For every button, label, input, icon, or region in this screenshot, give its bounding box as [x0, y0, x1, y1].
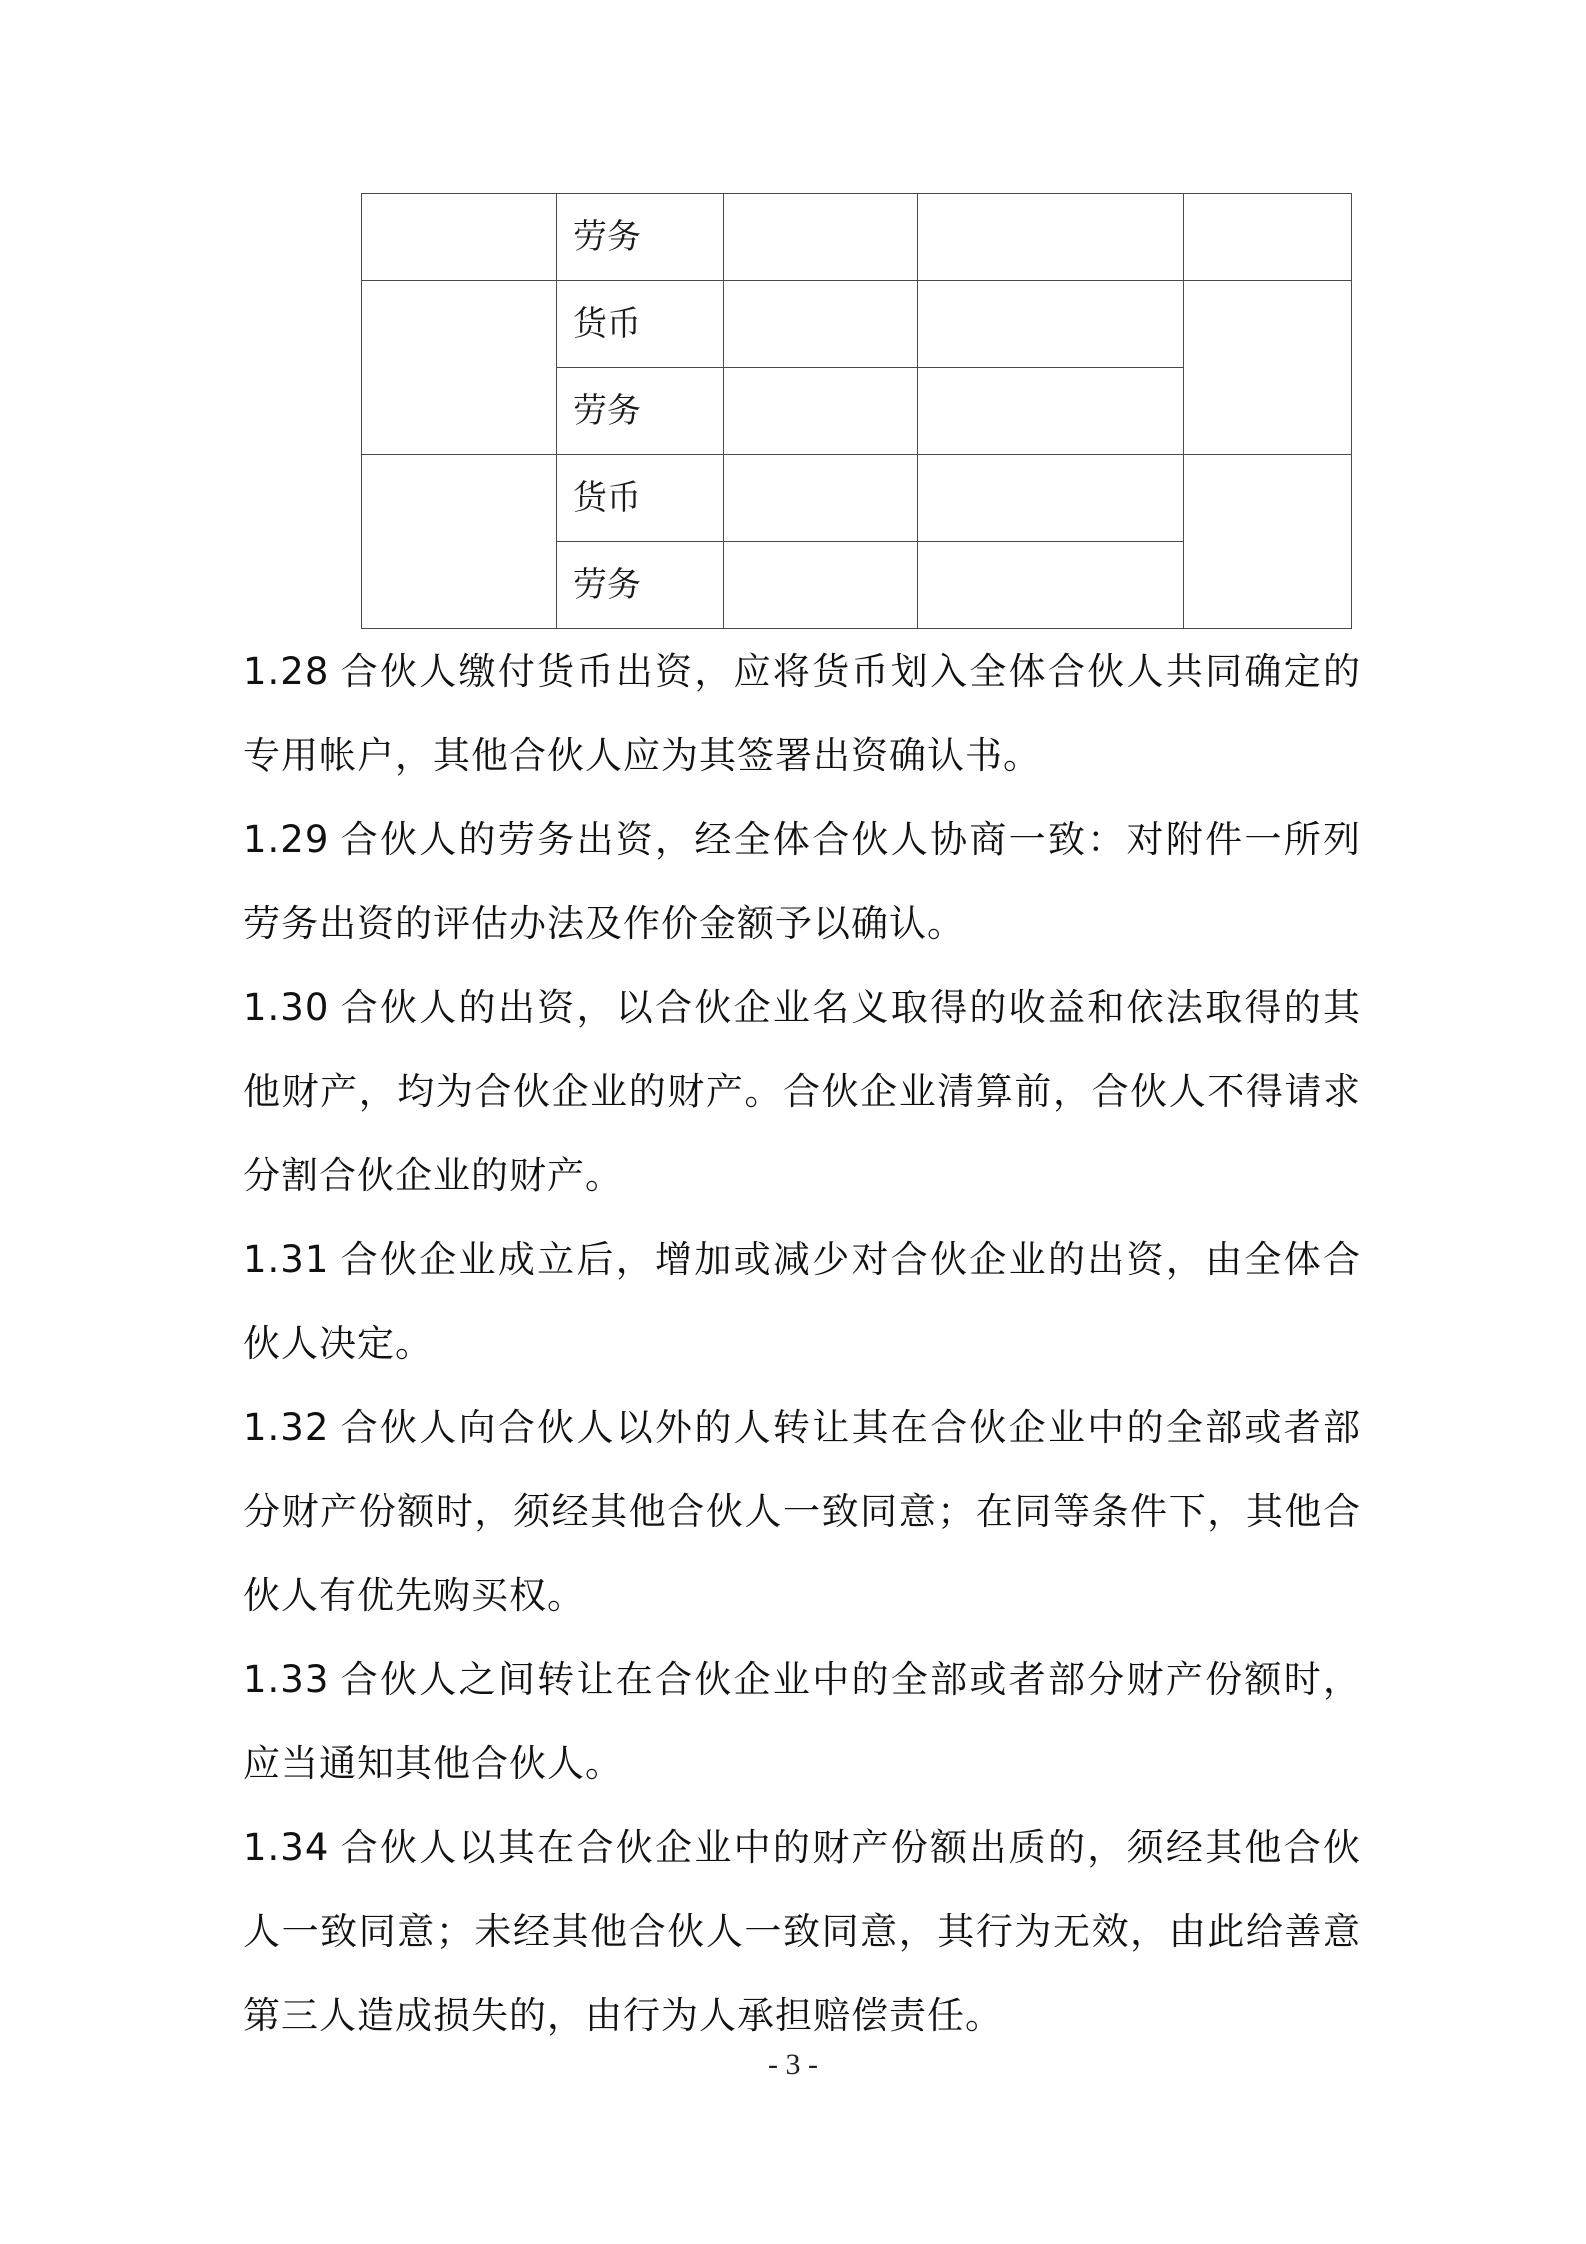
table-cell: [918, 194, 1184, 281]
table-cell: [1184, 281, 1352, 455]
clause-1-34: [243, 1806, 1361, 2058]
table-row: [362, 194, 1352, 281]
table-cell: [1184, 455, 1352, 629]
table-cell: [724, 194, 918, 281]
clause-1-33: [243, 1638, 1361, 1806]
contribution-type-cell: 劳务: [557, 368, 724, 455]
table-cell: [918, 455, 1184, 542]
table-row: [362, 455, 1352, 542]
clause-1-28: [243, 630, 1361, 798]
table-cell: [918, 542, 1184, 629]
table-cell: [724, 368, 918, 455]
table-row: [362, 281, 1352, 368]
clause-number: 1.34: [243, 1826, 330, 1869]
partner-cell: [362, 194, 557, 281]
clause-number: 1.29: [243, 818, 330, 861]
clause-1-31: [243, 1218, 1361, 1386]
contribution-type-cell: 货币: [557, 281, 724, 368]
clause-list: [243, 630, 1361, 2058]
table-cell: [724, 455, 918, 542]
table-cell: [724, 542, 918, 629]
table-cell: [1184, 194, 1352, 281]
clause-text: 合伙人缴付货币出资，应将货币划入全体合伙人共同确定的专用帐户，其他合伙人应为其签署出资确认书。: [243, 650, 1361, 777]
clause-number: 1.32: [243, 1406, 330, 1449]
clause-number: 1.33: [243, 1658, 330, 1701]
clause-number: 1.28: [243, 650, 330, 693]
clause-1-32: [243, 1386, 1361, 1638]
contribution-type-cell: 货币: [557, 455, 724, 542]
contribution-type-cell: 劳务: [557, 542, 724, 629]
partner-cell: [362, 281, 557, 455]
clause-text: 合伙企业成立后，增加或减少对合伙企业的出资，由全体合伙人决定。: [243, 1238, 1361, 1365]
table-cell: [724, 281, 918, 368]
table-cell: [918, 281, 1184, 368]
clause-1-29: [243, 798, 1361, 966]
clause-text: 合伙人以其在合伙企业中的财产份额出质的，须经其他合伙人一致同意；未经其他合伙人一致同意，其行为无效，由此给善意第三人造成损失的，由行为人承担赔偿责任。: [243, 1826, 1361, 2037]
table-cell: [918, 368, 1184, 455]
clause-number: 1.30: [243, 986, 330, 1029]
contribution-table: [361, 193, 1352, 629]
contribution-type-cell: 劳务: [557, 194, 724, 281]
clause-text: 合伙人向合伙人以外的人转让其在合伙企业中的全部或者部分财产份额时，须经其他合伙人一致同意；在同等条件下，其他合伙人有优先购买权。: [243, 1406, 1361, 1617]
page-number: - 3 -: [768, 2048, 818, 2081]
clause-text: 合伙人的出资，以合伙企业名义取得的收益和依法取得的其他财产，均为合伙企业的财产。合伙企业清算前，合伙人不得请求分割合伙企业的财产。: [243, 986, 1361, 1197]
clause-text: 合伙人之间转让在合伙企业中的全部或者部分财产份额时，应当通知其他合伙人。: [243, 1658, 1361, 1785]
clause-1-30: [243, 966, 1361, 1218]
clause-text: 合伙人的劳务出资，经全体合伙人协商一致：对附件一所列劳务出资的评估办法及作价金额予以确认。: [243, 818, 1361, 945]
clause-number: 1.31: [243, 1238, 330, 1281]
partner-cell: [362, 455, 557, 629]
